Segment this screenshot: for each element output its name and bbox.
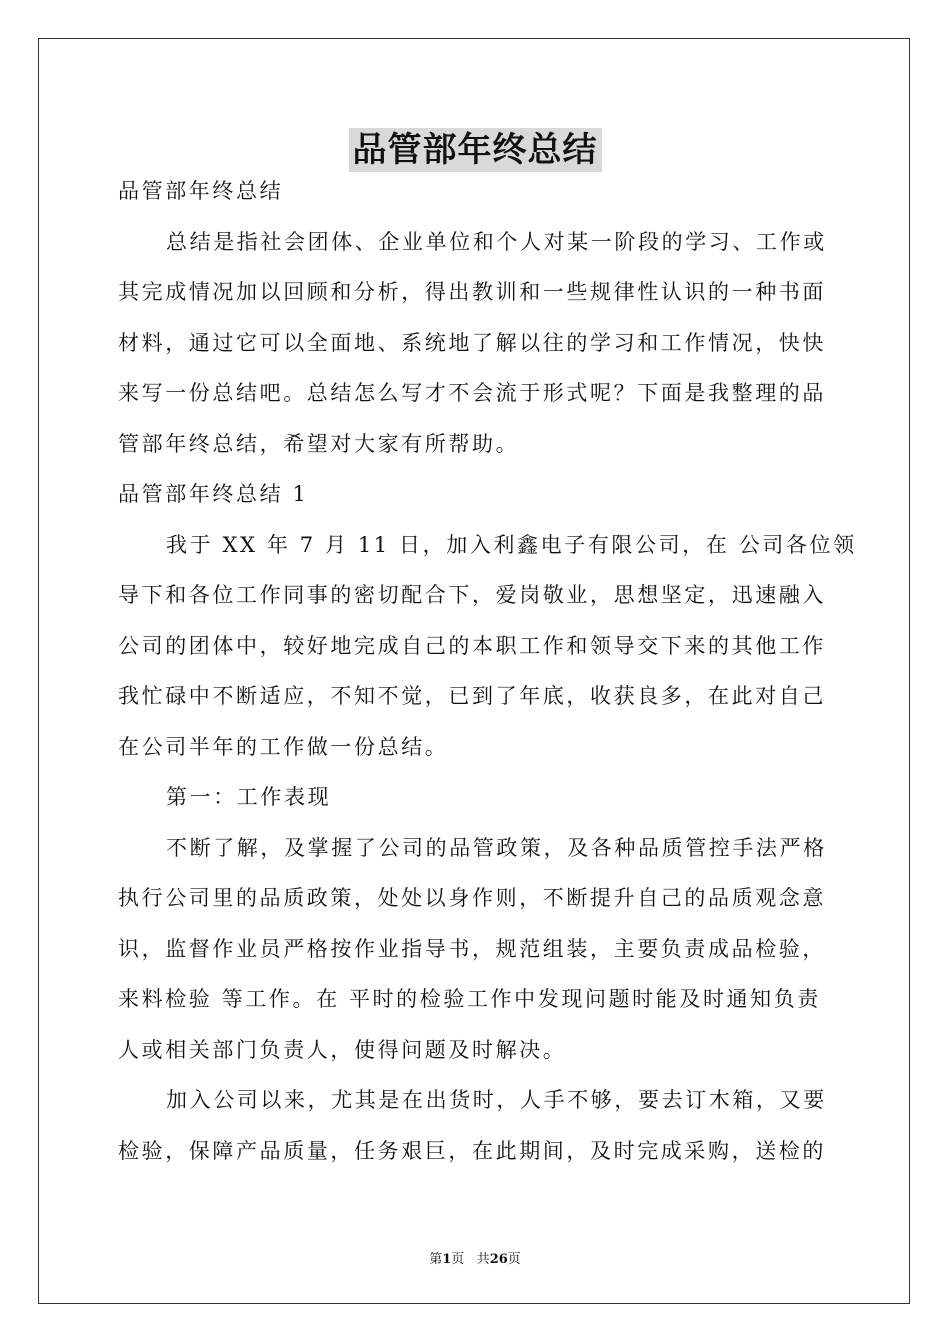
footer-total-suffix: 页: [507, 1252, 521, 1267]
text-line: 来料检验 等工作。在 平时的检验工作中发现问题时能及时通知负责: [118, 987, 821, 1011]
footer-total-pages: 26: [489, 1252, 508, 1267]
text-line: 在公司半年的工作做一份总结。: [118, 734, 449, 759]
footer-total-prefix: 共: [476, 1252, 490, 1267]
text-line: 加入公司以来，尤其是在出货时，人手不够，要去订木箱，又要: [166, 1088, 827, 1112]
text-line: 来写一份总结吧。总结怎么写才不会流于形式呢？下面是我整理的品: [118, 381, 826, 405]
text-line: 品管部年终总结: [118, 179, 284, 203]
title-container: [0, 128, 950, 172]
text-line: 管部年终总结，希望对大家有所帮助。: [118, 431, 520, 456]
text-line: 导下和各位工作同事的密切配合下，爱岗敬业，思想坚定，迅速融入: [118, 583, 826, 607]
text-line: 人或相关部门负责人，使得问题及时解决。: [118, 1037, 567, 1062]
footer-page-number: 1: [442, 1252, 452, 1267]
text-line: 识，监督作业员严格按作业指导书，规范组装，主要负责成品检验，: [118, 936, 826, 961]
text-line: 材料，通过它可以全面地、系统地了解以往的学习和工作情况，快快: [118, 330, 826, 355]
text-line: 检验，保障产品质量，任务艰巨，在此期间，及时完成采购，送检的: [118, 1138, 826, 1163]
text-line: 公司的团体中，较好地完成自己的本职工作和领导交下来的其他工作: [118, 633, 826, 658]
text-line: 我于 XX 年 7 月 11 日，加入利鑫电子有限公司，在 公司各位领: [166, 532, 857, 557]
text-line: 我忙碌中不断适应，不知不觉，已到了年底，收获良多，在此对自己: [118, 684, 826, 708]
text-line: 品管部年终总结 1: [118, 482, 309, 506]
text-line: 第一：工作表现: [166, 785, 332, 809]
text-line: 不断了解，及掌握了公司的品管政策，及各种品质管控手法严格: [166, 835, 827, 860]
footer-prefix: 第: [429, 1252, 443, 1267]
text-line: 执行公司里的品质政策，处处以身作则，不断提升自己的品质观念意: [118, 886, 826, 910]
footer-page-suffix: 页: [451, 1252, 465, 1267]
text-line: 总结是指社会团体、企业单位和个人对某一阶段的学习、工作或: [166, 229, 827, 254]
document-title: 品管部年终总结: [349, 128, 602, 172]
text-line: 其完成情况加以回顾和分析，得出教训和一些规律性认识的一种书面: [118, 280, 826, 304]
page-footer: [0, 1248, 950, 1267]
